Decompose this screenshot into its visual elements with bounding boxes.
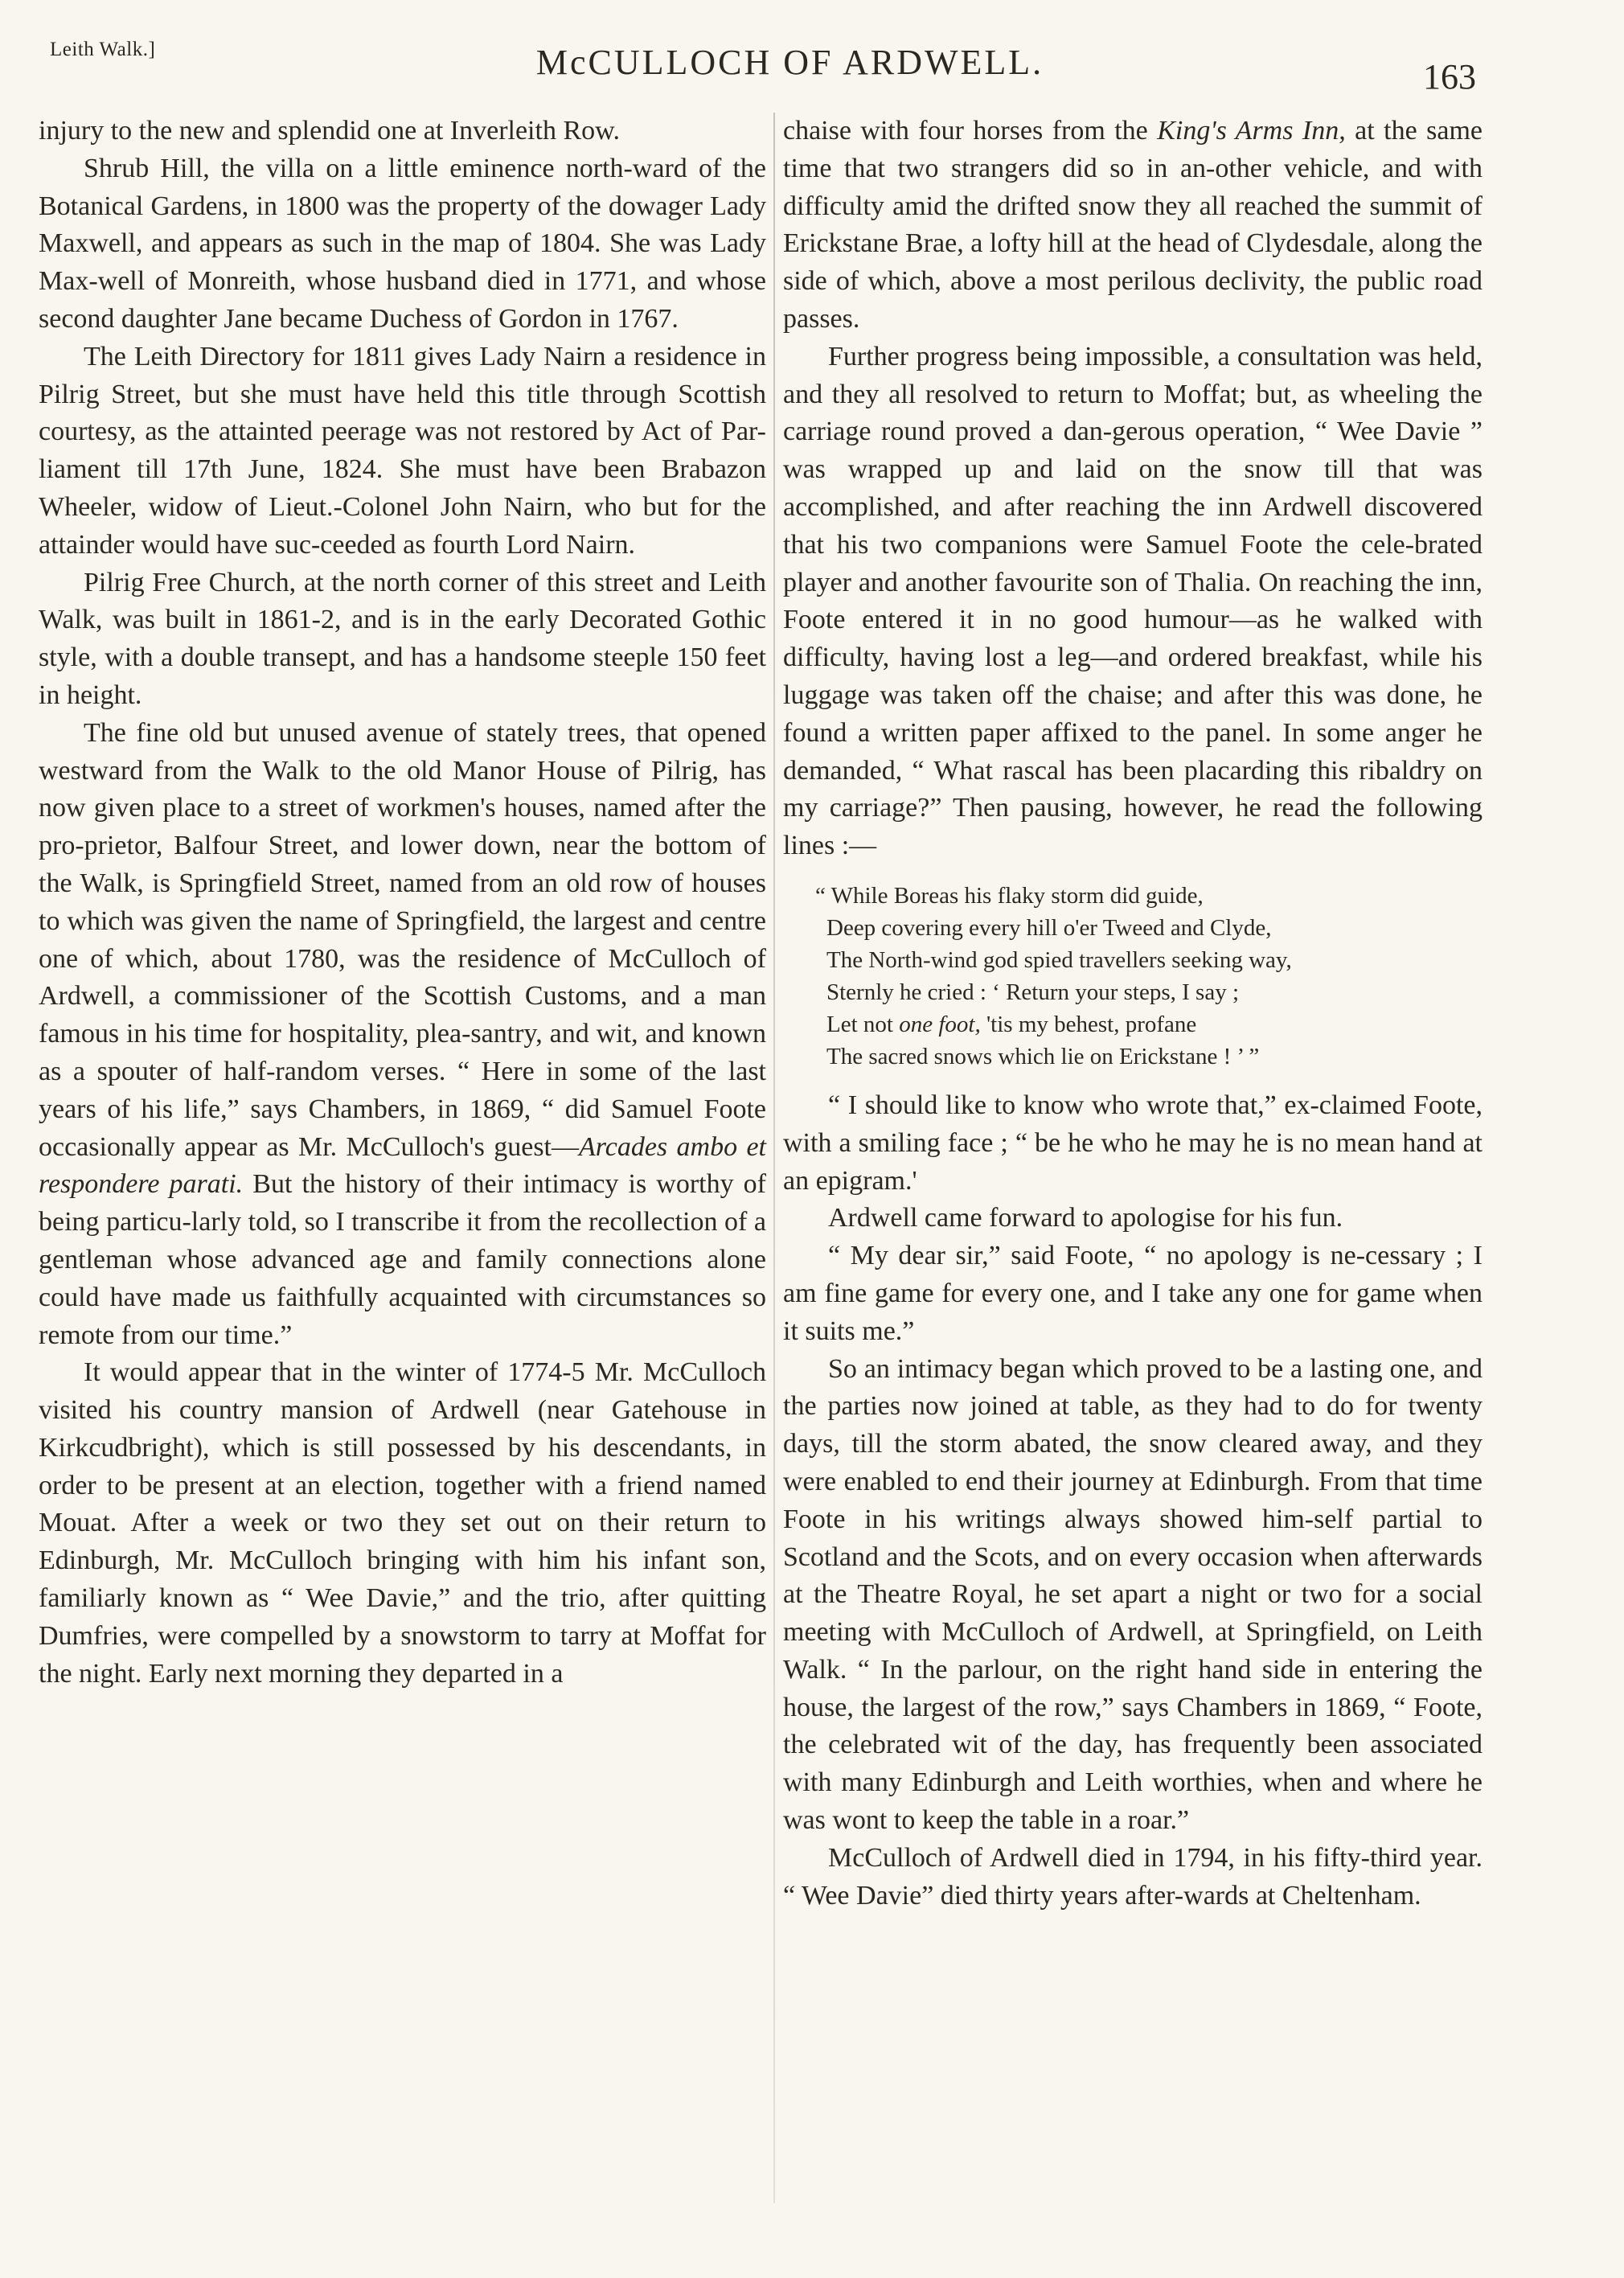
column-divider xyxy=(773,113,775,2203)
paragraph: Shrub Hill, the villa on a little eminence north-ward of the Botanical Gardens, in 1800 was the property of the dowager Lady Maxwell, and appears as such in the map of 1804. She was Lady Max-well of Monreith, whose husband died in 1771, and whose second daughter Jane became Duchess of Gordon in 1767. xyxy=(39,153,766,334)
poem-line: The North-wind god spied travellers seeking way, xyxy=(826,946,1292,973)
paragraph-text: The fine old but unused avenue of stately trees, that opened westward from the Walk to the old Manor House of Pilrig, has now given place to a street of workmen's houses, named after the pro-prietor, Balfour Street, and lower down, near the bottom of the Walk, is Springfield Street, named from an old row of houses to which was given the name of Springfield, the largest and centre one of which, about 1780, was the residence of McCulloch of Ardwell, a commissioner of the Scottish Customs, and a man famous in his time for hospitality, plea-santry, and wit, and known as a spouter of half-random verses. “ Here in some of the last years of his life,” says Chambers, in 1869, “ did Samuel Foote occasionally appear as Mr. McCulloch's guest— xyxy=(39,717,766,1162)
paragraph-text: at the same time that two strangers did so in an-other vehicle, and with difficulty amid the drifted snow they all reached the summit of Erickstane Brae, a lofty hill at the head of Clydesdale, along the side of which, above a most perilous declivity, the public road passes. xyxy=(783,116,1483,334)
paragraph: “ I should like to know who wrote that,” ex-claimed Foote, with a smiling face ; “ be he who he may he is no mean hand at an epigram.' xyxy=(783,1090,1483,1196)
poem-line: The sacred snows which lie on Erickstane ! ’ ” xyxy=(826,1043,1260,1069)
section-label: Leith Walk.] xyxy=(50,39,156,60)
paragraph-text: chaise with four horses from the xyxy=(783,116,1158,146)
poem-italic: one foot, xyxy=(899,1011,981,1037)
paragraph: Further progress being impossible, a consultation was held, and they all resolved to return to Moffat; but, as wheeling the carriage round proved a dan-gerous operation, “ Wee Davie ” was wrapped up and laid on the snow till that was accomplished, and after reaching the inn Ardwell discovered that his two companions were Samuel Foote the cele-brated player and another favourite son of Thalia. On reaching the inn, Foote entered it in no good humour—as he walked with difficulty, having lost a leg—and ordered breakfast, while his luggage was taken off the chaise; and after this was done, he found a written paper affixed to the panel. In some anger he demanded, “ What rascal has been placarding this ribaldry on my carriage?” Then pausing, however, he read the following lines :— xyxy=(783,341,1483,861)
left-column xyxy=(39,113,766,1693)
paragraph: injury to the new and splendid one at Inverleith Row. xyxy=(39,116,620,146)
page-number: 163 xyxy=(1423,57,1476,96)
paragraph xyxy=(39,715,766,1355)
poem-line xyxy=(815,1008,1483,1040)
page-title: McCULLOCH OF ARDWELL. xyxy=(535,43,1044,82)
poem-text: 'tis my behest, profane xyxy=(980,1011,1197,1037)
paragraph-text: But the history of their intimacy is worthy of being particu-larly told, so I transcribe it from the recollection of a gentleman whose advanced age and family connections alone could have made us faithfully acquainted with circumstances so remote from our time.” xyxy=(39,1169,766,1350)
running-header xyxy=(0,0,1624,113)
latin-quote: Arcades ambo et respondere parati. xyxy=(39,1131,767,1200)
poem-line: Deep covering every hill o'er Tweed and Clyde, xyxy=(826,914,1272,941)
paragraph xyxy=(783,113,1483,339)
paragraph: McCulloch of Ardwell died in 1794, in his fifty-third year. “ Wee Davie” died thirty years after-wards at Cheltenham. xyxy=(783,1842,1483,1911)
poem-line: Sternly he cried : ‘ Return your steps, I say ; xyxy=(826,979,1240,1005)
paragraph: The Leith Directory for 1811 gives Lady Nairn a residence in Pilrig Street, but she must have held this title through Scottish courtesy, as the attainted peerage was not restored by Act of Par-liament till 17th June, 1824. She must have been Brabazon Wheeler, widow of Lieut.-Colonel John Nairn, who but for the attainder would have suc-ceeded as fourth Lord Nairn. xyxy=(39,341,766,560)
inn-name: King's Arms Inn, xyxy=(1157,116,1346,146)
paragraph: Pilrig Free Church, at the north corner of this street and Leith Walk, was built in 1861-2, and is in the early Decorated Gothic style, with a double transept, and has a handsome steeple 150 feet in height. xyxy=(39,567,766,710)
poem xyxy=(815,880,1483,1073)
poem-text: Let not xyxy=(826,1011,900,1037)
paragraph: “ My dear sir,” said Foote, “ no apology is ne-cessary ; I am fine game for every one, and I take any one for game when it suits me.” xyxy=(783,1241,1483,1346)
paragraph: So an intimacy began which proved to be a lasting one, and the parties now joined at table, as they had to do for twenty days, till the storm abated, the snow cleared away, and they were enabled to end their journey at Edinburgh. From that time Foote in his writings always showed him-self partial to Scotland and the Scots, and on every occasion when afterwards at the Theatre Royal, he set apart a night or two for a social meeting with McCulloch of Ardwell, at Springfield, on Leith Walk. “ In the parlour, on the right hand side in entering the house, the largest of the row,” says Chambers in 1869, “ Foote, the celebrated wit of the day, has frequently been associated with many Edinburgh and Leith worthies, when and where he was wont to keep the table in a roar.” xyxy=(783,1353,1483,1836)
poem-line: “ While Boreas his flaky storm did guide, xyxy=(815,882,1204,909)
right-column xyxy=(783,113,1483,1915)
paragraph: Ardwell came forward to apologise for his fun. xyxy=(828,1203,1343,1233)
paragraph: It would appear that in the winter of 1774-5 Mr. McCulloch visited his country mansion of Ardwell (near Gatehouse in Kirkcudbright), which is still possessed by his descendants, in order to be present at an election, together with a friend named Mouat. After a week or two they set out on their return to Edinburgh, Mr. McCulloch bringing with him his infant son, familiarly known as “ Wee Davie,” and the trio, after quitting Dumfries, were compelled by a snowstorm to tarry at Moffat for the night. Early next morning they departed in a xyxy=(39,1357,766,1689)
